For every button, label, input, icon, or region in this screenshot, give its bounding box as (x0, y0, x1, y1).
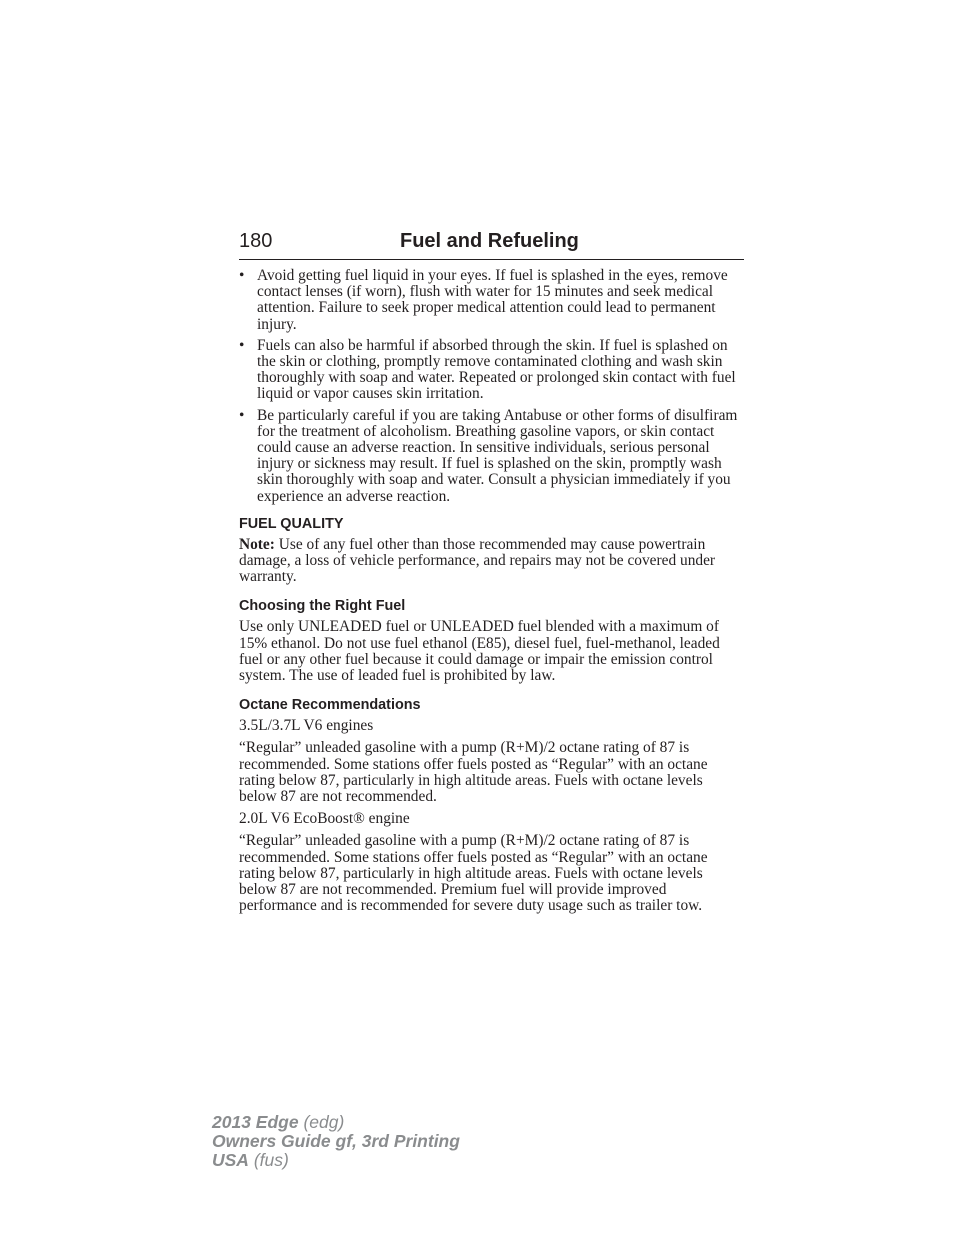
footer-line (212, 1151, 460, 1170)
fuel-quality-note (239, 537, 744, 586)
list-item-text: Fuels can also be harmful if absorbed through the skin. If fuel is splashed on the skin or clothing, promptly remove contaminated clothing and wash skin thoroughly with soap and water. Repeated or prolonged skin contact with fuel liquid or vapor causes skin irritation. (257, 336, 736, 403)
list-item-text: Be particularly careful if you are taking Antabuse or other forms of disulfiram for the treatment of alcoholism. Breathing gasoline vapors, or skin contact could cause an adverse reaction. In sensitive individuals, serious personal injury or sickness may result. If fuel is splashed on the skin, promptly wash skin thoroughly with soap and water. Consult a physician immediately if you experience an adverse reaction. (257, 406, 738, 505)
list-item (239, 338, 744, 403)
octane-heading: Octane Recommendations (239, 697, 421, 714)
warning-list (239, 268, 744, 505)
page-title: Fuel and Refueling (400, 230, 579, 252)
document-footer (212, 1113, 460, 1170)
note-label: Note: (239, 535, 275, 553)
footer-model-code: (edg) (298, 1112, 345, 1132)
footer-line (212, 1113, 460, 1132)
list-item (239, 408, 744, 505)
engine-label: 3.5L/3.7L V6 engines (239, 717, 374, 735)
list-item-text: Avoid getting fuel liquid in your eyes. If fuel is splashed in the eyes, remove contact lenses (if worn), flush with water for 15 minutes and seek medical attention. Failure to seek proper medical attention could lead to permanent injury. (257, 267, 728, 333)
footer-market: USA (212, 1150, 249, 1170)
engine-octane-text: “Regular” unleaded gasoline with a pump (R+M)/2 octane rating of 87 is recommended. Some stations offer fuels posted as “Regular” with an octane rating below 87, particularly in high altitude areas. Fuels with octane levels below 87 are not recommended. (239, 739, 708, 806)
footer-guide: Owners Guide gf, 3rd Printing (212, 1131, 460, 1151)
footer-market-code: (fus) (248, 1150, 289, 1170)
engine-label: 2.0L V6 EcoBoost® engine (239, 810, 410, 828)
bullet-icon: • (239, 406, 245, 424)
choosing-fuel-text: Use only UNLEADED fuel or UNLEADED fuel blended with a maximum of 15% ethanol. Do not use fuel ethanol (E85), diesel fuel, fuel-methanol, leaded fuel or any other fuel because it could damage or impair the emission control system. The use of leaded fuel is prohibited by law. (239, 618, 720, 685)
bullet-icon: • (239, 267, 245, 284)
bullet-icon: • (239, 336, 245, 354)
page-number: 180 (239, 230, 273, 252)
list-item (239, 268, 744, 333)
choosing-fuel-heading: Choosing the Right Fuel (239, 598, 406, 615)
page-content (239, 268, 744, 921)
fuel-quality-heading: FUEL QUALITY (239, 515, 344, 532)
note-text: Use of any fuel other than those recommended may cause powertrain damage, a loss of vehicle performance, and repairs may not be covered under warranty. (239, 535, 716, 586)
page-header (239, 229, 744, 260)
footer-model: 2013 Edge (212, 1112, 299, 1132)
engine-octane-text: “Regular” unleaded gasoline with a pump (R+M)/2 octane rating of 87 is recommended. Some stations offer fuels posted as “Regular” with an octane rating below 87, particularly in high altitude areas. Fuels with octane levels below 87 are not recommended. Premium fuel will provide improved performance and is recommended for severe duty usage such as trailer tow. (239, 832, 708, 915)
